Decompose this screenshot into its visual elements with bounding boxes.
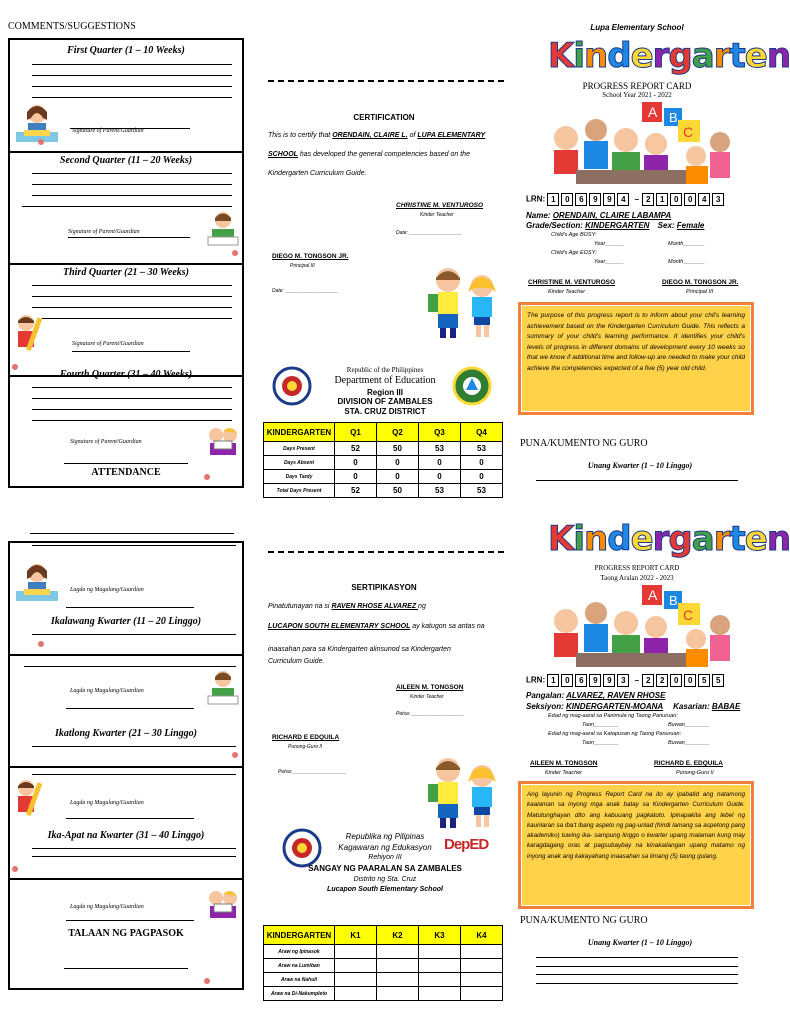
age-bosy: Edad ng mag-aaral sa Panimula ng Taong Panuruan: [548, 713, 678, 719]
flower-icon [232, 250, 238, 256]
signature-label: Signature of Parent/Guardian [72, 128, 144, 134]
teacher-name: AILEEN M. TONGSON [396, 684, 464, 691]
flower-icon [204, 474, 210, 480]
deped-seal-icon [282, 828, 322, 868]
kinder-letter: r [713, 519, 730, 559]
lrn-row: LRN: 1 0 6 9 9 4 – 2 1 0 0 4 3 [526, 193, 726, 206]
certification-text: This is to certify that ORENDAIN, CLAIRE L. of LUPA ELEMENTARY SCHOOL has developed the general competencies based on the Kindergarten Curriculum Guide. [268, 132, 486, 177]
lrn-digit: 2 [656, 674, 668, 687]
teacher-role: Kinder Teacher [410, 694, 444, 700]
flower-icon [12, 364, 18, 370]
kinder-letter: d [607, 519, 631, 559]
kinder-letter: r [652, 36, 669, 76]
top-quarter-3 [10, 265, 242, 377]
principal-name: RICHARD E. EDQUILA [654, 760, 723, 767]
principal-role: Punong-Guro II [288, 744, 323, 750]
svg-text:C: C [683, 124, 694, 140]
comments-heading: COMMENTS/SUGGESTIONS [8, 21, 136, 32]
quarter-title: Ika-Apat na Kwarter (31 – 40 Linggo) [47, 830, 205, 841]
table-header: Q1 [335, 423, 377, 442]
lrn-digit: 3 [712, 193, 724, 206]
unang-kwarter-title: Unang Kwarter (1 – 10 Linggo) [587, 461, 693, 470]
lrn-digit: 5 [698, 674, 710, 687]
signature-label: Signature of Parent/Guardian [72, 341, 144, 347]
kinder-letter: e [630, 519, 653, 559]
flower-icon [204, 978, 210, 984]
year-field: Taon________ [582, 722, 619, 728]
teacher-role: Kinder Teacher [545, 770, 583, 776]
girl-reading-icon [14, 557, 60, 603]
lrn-digit: 0 [561, 193, 573, 206]
svg-text:B: B [669, 110, 678, 125]
table-header: Q4 [461, 423, 503, 442]
school-year: Taong Aralan 2022 - 2023 [600, 574, 674, 582]
school-name: Lupa Elementary School [590, 23, 684, 32]
flower-icon [38, 641, 44, 647]
kid-pencil-icon [12, 313, 42, 357]
table-row: Days Present 52 50 53 53 [264, 442, 503, 456]
kinder-letter: r [713, 36, 730, 76]
lrn-digit: 6 [575, 674, 587, 687]
signature-label: Lagda ng Magulang/Guardian [70, 688, 144, 694]
kids-classroom-illustration [546, 583, 736, 669]
kid-pencil-icon [12, 778, 42, 822]
svg-text:A: A [648, 104, 658, 120]
table-header: K4 [461, 926, 503, 945]
kids-classroom-illustration [546, 100, 736, 186]
date-field: Petsa: ___________________ [278, 769, 347, 775]
table-row: Araw na Nahuli [264, 973, 503, 987]
principal-name: DIEGO M. TONGSON JR. [272, 253, 349, 260]
grade-row: Seksiyon: KINDERGARTEN-MOANA Kasarian: BABAE [526, 702, 741, 711]
teacher-name: AILEEN M. TONGSON [530, 760, 598, 767]
kinder-letter: t [729, 519, 745, 559]
lrn-digit: 1 [547, 193, 559, 206]
lrn-digit: 0 [684, 193, 696, 206]
age-eosy: Child's Age EOSY: [551, 250, 597, 256]
kids-walking-illustration [420, 752, 506, 832]
signature-label: Lagda ng Magulang/Guardian [70, 800, 144, 806]
bottom-quarter-3 [10, 768, 242, 880]
school-year: School Year 2021 - 2022 [602, 91, 672, 99]
quarter-title: Ikalawang Kwarter (11 – 20 Linggo) [50, 616, 202, 627]
age-eosy: Edad ng mag-aaral sa Katapusan ng Taong Panuruan: [548, 731, 682, 737]
deped-logo: DepED [444, 836, 489, 853]
department-label: Kagawaran ng Edukasyon [338, 843, 432, 852]
puna-heading: PUNA/KUMENTO NG GURO [520, 438, 648, 449]
lrn-digit: 5 [712, 674, 724, 687]
principal-role: Principal III [290, 263, 315, 269]
date-field: Date: ___________________ [396, 230, 463, 236]
year-field: Year______ [594, 241, 624, 247]
month-field: Buwan________ [668, 740, 710, 746]
lrn-digit: 9 [589, 674, 601, 687]
year-field: Taon________ [582, 740, 619, 746]
month-field: Month_______ [668, 241, 705, 247]
attendance-heading: ATTENDANCE [91, 467, 161, 478]
signature-label: Signature of Parent/Guardian [68, 229, 140, 235]
teacher-role: Kinder Teacher [420, 212, 454, 218]
flower-icon [12, 866, 18, 872]
attendance-heading: TALAAN NG PAGPASOK [68, 928, 184, 939]
purpose-statement: Ang layunin ng Progress Report Card na ito ay ipabatid ang natamong kaalaman sa inyong mga anak batay sa Kindergarten Curriculum Guide. Matutunghayan dito ang kabuuang pagkatuto. Ipinapakita ang lebel ng kaunlaran sa iba't ibang aspeto ng pag-unlad (hindi lamang sa aspetong pang akademiko) tuwing ika- sampung linggo o kwarter upang malaman kung may karagdagang oras at pagsubaybay na kinakailangan upang matamo ng inyong anak ang kakayahang inaasahan sa limang (5) taong gulang. [518, 781, 754, 909]
division-label: DIVISION OF ZAMBALES [337, 397, 433, 406]
lrn-digit: 2 [642, 674, 654, 687]
name-row: Pangalan: ALVAREZ, RAVEN RHOSE [526, 691, 666, 700]
kinder-letter: n [766, 36, 790, 76]
kinder-letter: n [766, 519, 790, 559]
kinder-letter: a [691, 36, 714, 76]
bottom-quarter-1 [10, 543, 242, 656]
table-header: KINDERGARTEN [264, 423, 335, 442]
name-row: Name: ORENDAIN, CLAIRE LABAMPA [526, 211, 672, 220]
teacher-role: Kinder Teacher [548, 289, 586, 295]
kinder-letter: r [652, 519, 669, 559]
kids-reading-icon [206, 425, 240, 459]
kinder-letter: K [548, 36, 574, 76]
certification-title: SERTIPIKASYON [351, 583, 417, 592]
age-bosy: Child's Age BOSY: [551, 232, 597, 238]
lrn-digit: 0 [561, 674, 573, 687]
cut-line [268, 80, 504, 82]
top-quarter-1 [10, 40, 242, 153]
bottom-quarter-4 [10, 880, 242, 992]
district-label: STA. CRUZ DISTRICT [344, 407, 426, 416]
svg-text:A: A [648, 587, 658, 603]
lrn-digit: 0 [670, 193, 682, 206]
kinder-letter: K [548, 519, 574, 559]
table-row: Araw na Lumiban [264, 959, 503, 973]
principal-name: RICHARD E EDQUILA [272, 734, 340, 741]
table-row: Days Absent 0 0 0 0 [264, 456, 503, 470]
quarter-title: First Quarter (1 – 10 Weeks) [67, 45, 185, 56]
department-label: Department of Education [334, 375, 436, 386]
grade-row: Grade/Section: KINDERGARTEN Sex: Female [526, 221, 705, 230]
top-quarter-2 [10, 153, 242, 265]
division-label: SANGAY NG PAARALAN SA ZAMBALES [308, 864, 462, 873]
lrn-digit: 1 [547, 674, 559, 687]
kinder-letter: t [729, 36, 745, 76]
region-label: Rehiyon III [368, 854, 402, 861]
quarter-title: Ikatlong Kwarter (21 – 30 Linggo) [55, 728, 197, 739]
student-name: ALVAREZ, RAVEN RHOSE [566, 691, 666, 700]
teacher-name: CHRISTINE M. VENTUROSO [396, 202, 484, 209]
kinder-letter: n [584, 519, 608, 559]
quarter-title: Fourth Quarter (31 – 40 Weeks) [59, 369, 193, 380]
student-name: RAVEN RHOSE ALVAREZ [331, 603, 419, 610]
student-name: ORENDAIN, CLAIRE L. [332, 132, 408, 139]
puna-heading: PUNA/KUMENTO NG GURO [520, 915, 648, 926]
svg-text:C: C [683, 607, 694, 623]
principal-role: Punong-Guro II [676, 770, 714, 776]
certification-text: Pinatutunayan na si RAVEN RHOSE ALVAREZ ng LUCAPON SOUTH ELEMENTARY SCHOOL ay katugon sa antas na inaasahan para sa Kindergarten alinsunod sa Kindergarten Curriculum Guide. [268, 603, 485, 665]
kids-walking-illustration [420, 262, 506, 342]
month-field: Month_______ [668, 259, 705, 265]
boy-writing-icon [206, 668, 240, 706]
purpose-statement: The purpose of this progress report is to inform about your chil's learning achievement based on the Kindergarten Curriculum Guide. This reflects a summary of your child's learning performance. It identifies your child's levels of progress in different domains of development every 10 weeks so that we know if additional time and follow-up are needed to make your child achieve the competencies expected of a five (5) year old child. [518, 302, 754, 415]
kinder-letter: e [744, 36, 767, 76]
table-row: Araw na Di-Nakumpleto [264, 987, 503, 1001]
kinder-letter: a [691, 519, 714, 559]
bottom-attendance-table [263, 925, 503, 1001]
unang-kwarter-title: Unang Kwarter (1 – 10 Linggo) [587, 938, 693, 947]
district-label: Distrito ng Sta. Cruz [353, 876, 417, 883]
teacher-name: CHRISTINE M. VENTUROSO [528, 279, 616, 286]
year-field: Year______ [594, 259, 624, 265]
table-row: Total Days Present 52 50 53 53 [264, 484, 503, 498]
school-label: Lucapon South Elementary School [327, 886, 443, 893]
month-field: Buwan________ [668, 722, 710, 728]
lrn-digit: 4 [617, 193, 629, 206]
deped-seal-icon [272, 366, 312, 406]
kindergarten-logo [548, 36, 790, 76]
lrn-digit: 0 [670, 674, 682, 687]
kids-reading-icon [206, 888, 240, 922]
lrn-digit: 1 [656, 193, 668, 206]
kinder-letter: i [573, 36, 585, 76]
principal-role: Principal III [686, 289, 714, 295]
top-attendance-table [263, 422, 503, 498]
lrn-digit: 0 [684, 674, 696, 687]
table-header: K3 [419, 926, 461, 945]
lrn-digit: 6 [575, 193, 587, 206]
table-header: K1 [335, 926, 377, 945]
table-row: Araw ng Ipinasok [264, 945, 503, 959]
lrn-digit: 9 [603, 193, 615, 206]
kinder-letter: g [668, 519, 692, 559]
flower-icon [38, 139, 44, 145]
date-field: Petsa: ___________________ [396, 711, 465, 717]
region-label: Region III [367, 388, 403, 397]
signature-label: Signature of Parent/Guardian [70, 439, 142, 445]
girl-reading-icon [14, 98, 60, 144]
boy-writing-icon [206, 209, 240, 247]
table-row: Days Tardy 0 0 0 0 [264, 470, 503, 484]
table-header: Q2 [377, 423, 419, 442]
lrn-digit: 9 [589, 193, 601, 206]
division-seal-icon [452, 366, 492, 406]
kindergarten-logo [548, 519, 790, 559]
student-name: ORENDAIN, CLAIRE LABAMPA [552, 211, 672, 220]
signature-label: Lagda ng Magulang/Guardian [70, 587, 144, 593]
report-title: PROGRESS REPORT CARD [594, 564, 680, 572]
report-title: PROGRESS REPORT CARD [582, 81, 692, 91]
kinder-letter: i [573, 519, 585, 559]
table-header: KINDERGARTEN [264, 926, 335, 945]
kinder-letter: d [607, 36, 631, 76]
lrn-row: LRN: 1 0 6 9 9 3 – 2 2 0 0 5 5 [526, 674, 726, 687]
lrn-digit: 9 [603, 674, 615, 687]
kinder-letter: g [668, 36, 692, 76]
signature-label: Lagda ng Magulang/Guardian [70, 904, 144, 910]
principal-name: DIEGO M. TONGSON JR. [662, 279, 739, 286]
table-header: K2 [377, 926, 419, 945]
lrn-digit: 4 [698, 193, 710, 206]
lrn-digit: 2 [642, 193, 654, 206]
certification-title: CERTIFICATION [353, 113, 415, 122]
date-field: Date: ___________________ [272, 288, 339, 294]
republic-label: Republic of the Philippines [346, 366, 424, 374]
republic-label: Republika ng Pilipinas [345, 832, 425, 841]
quarter-title: Second Quarter (11 – 20 Weeks) [59, 155, 193, 166]
bottom-quarter-2 [10, 656, 242, 768]
kinder-letter: n [584, 36, 608, 76]
lrn-digit: 3 [617, 674, 629, 687]
bottom-comments-box [8, 541, 244, 990]
table-header: Q3 [419, 423, 461, 442]
flower-icon [232, 752, 238, 758]
kinder-letter: e [630, 36, 653, 76]
svg-text:B: B [669, 593, 678, 608]
kinder-letter: e [744, 519, 767, 559]
cut-line [268, 551, 504, 553]
quarter-title: Third Quarter (21 – 30 Weeks) [62, 267, 190, 278]
top-comments-box [8, 38, 244, 488]
